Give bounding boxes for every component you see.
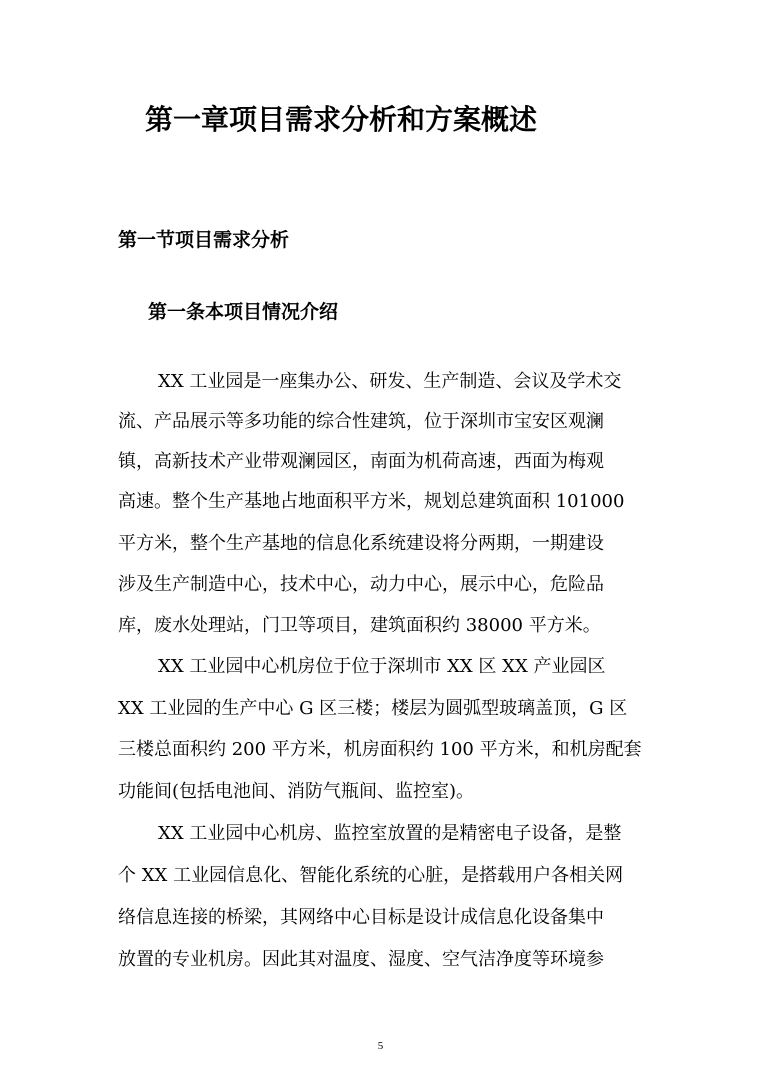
paragraph-line: 三楼总面积约 200 平方米，机房面积约 100 平方米，和机房配套 bbox=[118, 739, 642, 760]
paragraph-line: XX 工业园是一座集办公、研发、生产制造、会议及学术交 bbox=[158, 371, 622, 392]
paragraph-line: 络信息连接的桥梁，其网络中心目标是设计成信息化设备集中 bbox=[118, 907, 604, 928]
section-title: 第一节项目需求分析 bbox=[118, 229, 290, 251]
paragraph-line: XX 工业园中心机房位于位于深圳市 XX 区 XX 产业园区 bbox=[158, 656, 606, 677]
paragraph-line: 放置的专业机房。因此其对温度、湿度、空气洁净度等环境参 bbox=[118, 949, 604, 970]
paragraph-line: 功能间(包括电池间、消防气瓶间、监控室)。 bbox=[118, 781, 475, 802]
page-number: 5 bbox=[377, 1040, 384, 1052]
paragraph-line: 涉及生产制造中心，技术中心，动力中心，展示中心，危险品 bbox=[118, 574, 604, 595]
paragraph-line: XX 工业园的生产中心 G 区三楼；楼层为圆弧型玻璃盖顶，G 区 bbox=[118, 698, 628, 719]
article-title: 第一条本项目情况介绍 bbox=[148, 301, 339, 323]
paragraph-line: 流、产品展示等多功能的综合性建筑，位于深圳市宝安区观澜 bbox=[118, 411, 604, 432]
paragraph-line: 库，废水处理站，门卫等项目，建筑面积约 38000 平方米。 bbox=[118, 615, 601, 636]
paragraph-line: 平方米，整个生产基地的信息化系统建设将分两期，一期建设 bbox=[118, 533, 604, 554]
paragraph-line: XX 工业园中心机房、监控室放置的是精密电子设备，是整 bbox=[158, 823, 622, 844]
paragraph-line: 个 XX 工业园信息化、智能化系统的心脏，是搭载用户各相关网 bbox=[118, 865, 624, 886]
paragraph-line: 镇，高新技术产业带观澜园区，南面为机荷高速，西面为梅观 bbox=[118, 451, 604, 472]
chapter-title: 第一章项目需求分析和方案概述 bbox=[145, 103, 538, 136]
paragraph-line: 高速。整个生产基地占地面积平方米，规划总建筑面积 101000 bbox=[118, 491, 625, 512]
